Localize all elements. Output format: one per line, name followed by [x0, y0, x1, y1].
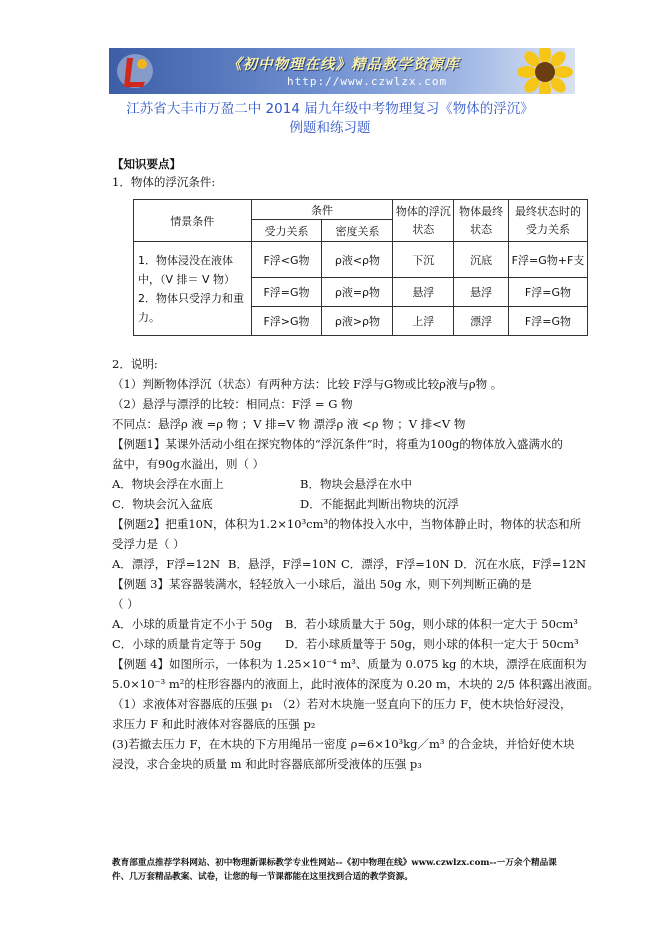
row1-final-force: F浮=G物+F支 [508, 242, 587, 278]
example4-question-1: 【例题 4】如图所示，一体积为 1.25×10⁻⁴ m³、质量为 0.075 kg 的木块，漂浮在底面积为 [112, 657, 587, 671]
example3-option-b: B．若小球质量大于 50g，则小球的体积一定大于 50cm³ [285, 617, 578, 631]
row2-force: F浮=G物 [251, 278, 322, 307]
row3-state: 上浮 [393, 307, 454, 336]
page-footer: 教育部重点推荐学科网站、初中物理新课标教学专业性网站--《初中物理在线》www.czwlzx.com--一万余个精品课件、几万套精品教案、试卷，让您的每一节课都能在这里找到合适的教学资源。 [112, 858, 557, 882]
example1-question-cont: 盆中，有90g水溢出，则（ ） [112, 457, 265, 471]
example1-option-b: B．物块会悬浮在水中 [300, 477, 412, 491]
row1-final: 沉底 [454, 242, 509, 278]
banner-url[interactable]: http://www.czwlzx.com [287, 75, 448, 88]
row3-final-force: F浮=G物 [508, 307, 587, 336]
document-title-line2: 例题和练习题 [289, 120, 371, 136]
example4-question-3: （1）求液体对容器底的压强 p₁ （2）若对木块施一竖直向下的压力 F，使木块恰好浸没， [112, 697, 572, 711]
example1-option-d: D．不能据此判断出物块的沉浮 [300, 497, 459, 511]
header-final-state: 物体最终状态 [454, 200, 509, 242]
sunflower-icon [517, 48, 573, 94]
document-title-line1: 江苏省大丰市万盈二中 2014 届九年级中考物理复习《物体的浮沉》 [126, 101, 534, 117]
explanation-2: （2）悬浮与漂浮的比较：相同点：F浮 = G 物 [112, 397, 353, 411]
example2-option-c: C．漂浮，F浮=10N [341, 557, 450, 571]
banner-title: 《初中物理在线》精品教学资源库 [227, 56, 460, 73]
example1-option-a: A．物块会浮在水面上 [112, 477, 224, 491]
row3-force: F浮>G物 [251, 307, 322, 336]
header-force-relation: 受力关系 [251, 220, 322, 242]
section-heading: 【知识要点】 [112, 157, 181, 171]
row1-density: ρ液<ρ物 [322, 242, 393, 278]
row3-final: 漂浮 [454, 307, 509, 336]
example2-question: 【例题2】把重10N，体积为1.2×10³cm³的物体投入水中，当物体静止时，物体的状态和所 [112, 517, 582, 531]
row1-state: 下沉 [393, 242, 454, 278]
row1-force: F浮<G物 [251, 242, 322, 278]
example3-option-c: C．小球的质量肯定等于 50g [112, 637, 262, 651]
example4-question-2: 5.0×10⁻³ m²的柱形容器内的液面上，此时液体的深度为 0.20 m，木块的 2/5 体积露出液面。 [112, 677, 600, 691]
float-sink-conditions-table [133, 199, 588, 336]
header-state: 物体的浮沉状态 [393, 200, 454, 242]
item-1-text: 1．物体的浮沉条件: [112, 175, 216, 189]
explanation-heading: 2．说明: [112, 357, 158, 371]
header-condition: 条件 [251, 200, 393, 220]
example1-question: 【例题1】某课外活动小组在探究物体的“浮沉条件”时，将重为100g的物体放入盛满水的 [112, 437, 563, 451]
explanation-3: 不同点：悬浮ρ 液 =ρ 物 ；V 排=V 物 漂浮ρ 液 <ρ 物 ；V 排<V 物 [112, 417, 466, 431]
row2-density: ρ液=ρ物 [322, 278, 393, 307]
row2-final: 悬浮 [454, 278, 509, 307]
example4-question-5: (3)若撤去压力 F，在木块的下方用绳吊一密度 ρ=6×10³kg／m³ 的合金块，并恰好使木块 [112, 737, 575, 751]
example2-option-a: A．漂浮，F浮=12N [112, 557, 221, 571]
example2-option-d: D．沉在水底，F浮=12N [454, 557, 587, 571]
header-banner [109, 48, 575, 94]
example4-question-6: 浸没，求合金块的质量 m 和此时容器底部所受液体的压强 p₃ [112, 757, 422, 771]
example1-option-c: C．物块会沉入盆底 [112, 497, 213, 511]
example3-option-a: A．小球的质量肯定不小于 50g [112, 617, 273, 631]
example4-question-4: 求压力 F 和此时液体对容器底的压强 p₂ [112, 717, 316, 731]
row3-density: ρ液>ρ物 [322, 307, 393, 336]
row2-state: 悬浮 [393, 278, 454, 307]
example2-option-b: B．悬浮，F浮=10N [228, 557, 337, 571]
example3-question: 【例题 3】某容器装满水，轻轻放入一小球后，溢出 50g 水，则下列判断正确的是 [112, 577, 532, 591]
example3-option-d: D．若小球质量等于 50g，则小球的体积一定大于 50cm³ [285, 637, 579, 651]
header-scene: 情景条件 [134, 200, 252, 242]
header-final-force: 最终状态时的受力关系 [508, 200, 587, 242]
explanation-1: （1）判断物体浮沉（状态）有两种方法：比较 F浮与G物或比较ρ液与ρ物 。 [112, 377, 503, 391]
scene-cell: 1．物体浸没在液体中，（V 排＝ V 物）2．物体只受浮力和重力。 [134, 242, 252, 336]
site-logo-icon [115, 52, 155, 90]
row2-final-force: F浮=G物 [508, 278, 587, 307]
example3-question-cont: （ ） [112, 597, 139, 611]
example2-question-cont: 受浮力是（ ） [112, 537, 185, 551]
header-density-relation: 密度关系 [322, 220, 393, 242]
